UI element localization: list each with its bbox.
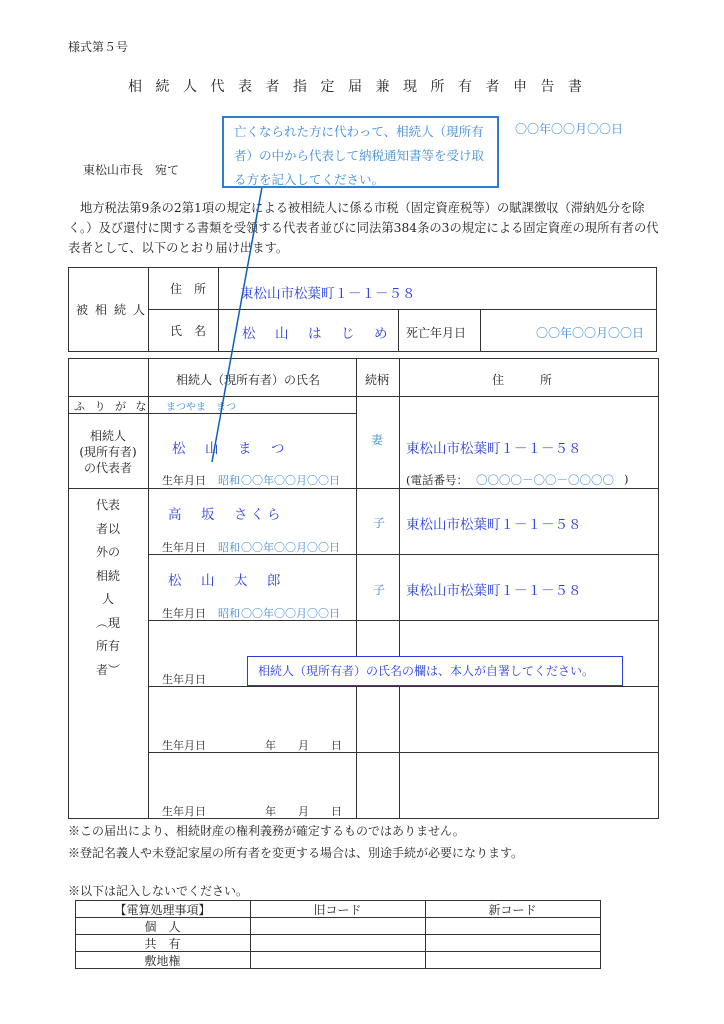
birth-era: 昭和: [218, 474, 240, 487]
callout-signature: 相続人（現所有者）の氏名の欄は、本人が自署してください。: [247, 656, 623, 686]
header-address: 住 所: [492, 373, 553, 387]
office-header: 旧コード: [313, 903, 362, 917]
heir-address: 東松山市松葉町１－１－５８: [406, 517, 582, 533]
office-row-label: 個 人: [144, 920, 181, 934]
submission-date: 〇〇年〇〇月〇〇日: [515, 122, 624, 136]
phone-close: ): [624, 472, 629, 486]
decedent-name: 松 山 は じ め: [242, 326, 391, 342]
decedent-address: 東松山市松葉町１－１－５８: [240, 286, 416, 302]
relation: 子: [373, 516, 386, 530]
office-header: 【電算処理事項】: [114, 903, 211, 917]
furigana-value: まつやま まつ: [166, 402, 236, 413]
birth-date: 年 月 日: [265, 739, 342, 752]
furigana-label: ふ り が な: [74, 400, 150, 413]
note: ※この届出により、相続財産の権利義務が確定するものではありません。: [68, 824, 465, 838]
office-row-label: 敷地権: [144, 954, 181, 968]
death-date: 〇〇年〇〇月〇〇日: [536, 326, 645, 340]
heir-address: 東松山市松葉町１－１－５８: [406, 583, 582, 599]
birth-label: 生年月日: [162, 541, 206, 554]
birth-label: 生年月日: [162, 673, 206, 686]
death-date-label: 死亡年月日: [406, 326, 467, 340]
birth-label: 生年月日: [162, 607, 206, 620]
birth-date: 〇〇年〇〇月〇〇日: [241, 474, 340, 487]
header-name: 相続人（現所有者）の氏名: [176, 373, 321, 387]
addressee: 東松山市長 宛て: [83, 163, 180, 177]
birth-date: 〇〇年〇〇月〇〇日: [241, 607, 340, 620]
heir-name: 高 坂 さくら: [168, 507, 284, 523]
birth-label: 生年月日: [162, 805, 206, 818]
birth-era: 昭和: [218, 541, 240, 554]
other-heirs-label: 代表者以外の相続人︵現所有者︶: [96, 498, 121, 677]
declaration-paragraph: 地方税法第9条の2第1項の規定による被相続人に係る市税（固定資産税等）の賦課徴収（滞納処分を除く。）及び還付に関する書類を受領する代表者並びに同法第384条の3の規定による固定資産の現所有者の代表者として、以下のとおり届け出ます。: [68, 201, 659, 255]
decedent-label: 被相続人: [76, 303, 153, 317]
phone-label: (電話番号：: [406, 473, 468, 487]
office-header: 新コード: [488, 903, 537, 917]
header-relation: 続柄: [365, 373, 390, 387]
heir-name: 松 山 ま つ: [172, 441, 288, 457]
heir-name: 松 山 太 郎: [168, 573, 284, 589]
birth-date: 年 月 日: [265, 805, 342, 818]
relation: 妻: [371, 433, 384, 447]
birth-label: 生年月日: [162, 739, 206, 752]
birth-era: 昭和: [218, 607, 240, 620]
heir-address: 東松山市松葉町１－１－５８: [406, 441, 582, 457]
callout-representative: 亡くなられた方に代わって、相続人（現所有者）の中から代表して納税通知書等を受け取る方を記入してください。: [222, 116, 499, 188]
address-label: 住 所: [170, 282, 207, 296]
note: ※登記名義人や未登記家屋の所有者を変更する場合は、別途手続が必要になります。: [68, 846, 524, 860]
relation: 子: [373, 583, 386, 597]
form-number: 様式第５号: [68, 40, 129, 54]
office-note: ※以下は記入しないでください。: [68, 884, 249, 898]
form-title: 相続人代表者指定届兼現所有者申告書: [128, 79, 596, 95]
phone-number: 〇〇〇〇－〇〇－〇〇〇〇: [476, 473, 614, 487]
representative-label: 相続人 (現所有者) の代表者: [79, 429, 137, 475]
birth-date: 〇〇年〇〇月〇〇日: [241, 541, 340, 554]
birth-label: 生年月日: [162, 474, 206, 487]
office-row-label: 共 有: [144, 937, 181, 951]
name-label: 氏 名: [170, 324, 207, 338]
